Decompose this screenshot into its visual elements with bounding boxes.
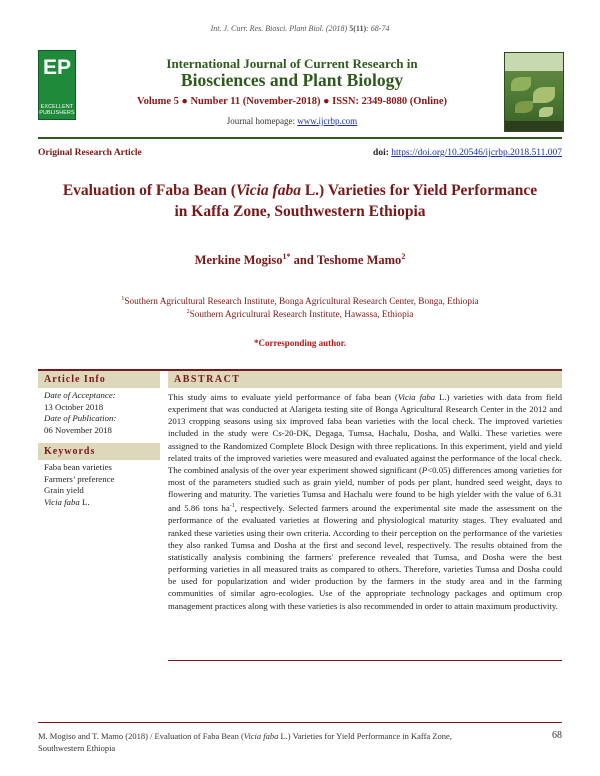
affiliation-sup: 1 xyxy=(121,296,125,302)
corresponding-author: *Corresponding author. xyxy=(253,338,347,348)
publication-label: Date of Publication: xyxy=(44,413,117,423)
homepage-label: Journal homepage: xyxy=(226,116,296,126)
footer-cite-line2: Southwestern Ethiopia xyxy=(38,743,116,753)
doi-link[interactable]: https://doi.org/10.20546/ijcrbp.2018.511.007 xyxy=(391,148,562,158)
footer-cite-species: Vicia faba xyxy=(243,731,279,741)
article-info-sidebar xyxy=(38,371,160,514)
cover-leaf xyxy=(515,101,533,113)
publisher-logo xyxy=(38,50,76,120)
keyword-item: Grain yield xyxy=(44,485,84,495)
cover-leaf xyxy=(533,87,555,103)
keyword-item: Farmers’ preference xyxy=(44,473,115,484)
journal-name: International Journal of Current Research in xyxy=(166,56,418,71)
running-head-volume: 5(11) xyxy=(349,24,367,33)
title-line2: in Kaffa Zone, Southwestern Ethiopia xyxy=(174,203,426,220)
abstract-segment: , respectively. Selected farmers around the experimental site made the assessment on the performance of the evaluated varieties at flowering and physiological maturity stages. They evaluated and ranked these varieties using their own criteria. According to their perception on the performance of the varieties they also ranked Tumsa and Dosha at the first and second level, respectively. The results obtained from the statistically analysis combining the farmers' preference revealed that Tumsa, and Dosha were the best performing varieties in all measured traits as compared to others. Therefore, varieties Tumsa and Dosha could be used for popularization and wider production by the farmers in the study area and in the farming communities of similar agro-ecologies. Use of the appropriate technology packages and optimum crop management practices along with these varieties is also recommended in order to attain maximum productivity. xyxy=(168,503,562,611)
affiliation-text: Southern Agricultural Research Institute, Hawassa, Ethiopia xyxy=(189,310,414,321)
footer-cite-part: L.) Varieties for Yield Performance in Kaffa Zone, xyxy=(278,731,452,741)
doi-label: doi: xyxy=(373,148,389,158)
keyword-suffix: L. xyxy=(79,496,90,507)
affiliation-sup: 2 xyxy=(186,309,190,315)
title-part: Evaluation of Faba Bean ( xyxy=(62,182,236,199)
footer-divider xyxy=(38,722,562,723)
abstract-text xyxy=(168,388,562,612)
masthead-divider xyxy=(38,137,562,139)
footer-cite-part: M. Mogiso and T. Mamo (2018) / Evaluation of Faba Bean ( xyxy=(38,731,244,741)
abstract-unit-sup: -1 xyxy=(229,503,235,510)
article-type: Original Research Article xyxy=(38,148,142,158)
author-1-sup: 1* xyxy=(282,252,291,261)
keyword-species: Vicia faba xyxy=(44,496,80,507)
running-head xyxy=(0,24,600,33)
journal-title: Biosciences and Plant Biology xyxy=(180,70,404,90)
affiliation-1 xyxy=(38,296,562,307)
abstract-divider xyxy=(168,660,562,661)
author-2: Teshome Mamo xyxy=(316,253,402,268)
cover-leaf xyxy=(539,107,553,117)
abstract-segment: <0.05) differences among varieties for most of the parameters studied such as grain yield, number of pods per plant, hundred seed weight, days to flowering and maturity. The varieties Tumsa and Hachalu were found to be high yielder with the value of 6.31 and 5.86 tons ha xyxy=(168,464,562,514)
article-info-body xyxy=(38,388,160,442)
article-title xyxy=(38,180,562,222)
page-number: 68 xyxy=(552,730,562,741)
keywords-heading: Keywords xyxy=(38,443,160,460)
cover-leaf xyxy=(511,77,531,91)
publication-date: 06 November 2018 xyxy=(44,424,112,435)
homepage-link[interactable]: www.ijcrbp.com xyxy=(297,116,358,126)
running-head-year: (2018) xyxy=(325,24,348,33)
keywords-list xyxy=(38,460,160,514)
journal-cover-thumbnail xyxy=(504,52,564,132)
abstract-species: Vicia faba xyxy=(397,392,436,402)
abstract-segment: This study aims to evaluate yield performance of faba bean ( xyxy=(168,392,398,402)
abstract-p-symbol: P xyxy=(421,464,428,475)
author-joiner: and xyxy=(290,253,317,268)
running-head-journal: Int. J. Curr. Res. Biosci. Plant Biol. xyxy=(210,24,324,33)
title-part: L.) Varieties for Yield Performance xyxy=(300,182,538,199)
footer-citation xyxy=(38,730,518,754)
affiliation-text: Southern Agricultural Research Institute, Bonga Agricultural Research Center, Bonga, Ethiopia xyxy=(124,297,479,308)
affiliation-2 xyxy=(38,309,562,320)
acceptance-label: Date of Acceptance: xyxy=(44,390,116,400)
abstract xyxy=(168,371,562,612)
running-head-pages: : 68-74 xyxy=(366,24,390,33)
article-info-heading: Article Info xyxy=(38,371,160,388)
journal-volume-issn: Volume 5 ● Number 11 (November-2018) ● ISSN: 2349-8080 (Online) xyxy=(136,96,448,107)
keyword-item: Faba bean varieties xyxy=(44,462,112,472)
author-2-sup: 2 xyxy=(401,252,406,261)
publisher-logo-glyph: EP xyxy=(42,56,71,79)
title-species: Vicia faba xyxy=(235,182,301,199)
doi xyxy=(373,148,562,158)
abstract-heading: ABSTRACT xyxy=(168,371,562,388)
keyword-item xyxy=(44,497,154,509)
authors xyxy=(38,252,562,268)
cover-footer xyxy=(505,121,563,131)
cover-band xyxy=(505,53,563,71)
publisher-logo-wordmark: EXCELLENT PUBLISHERS xyxy=(39,104,75,116)
abstract-segment: L.) varieties with data from field experiment that was conducted at Alarigeta testing site of Bonga Agricultural Research Center in the 2012 and 2013 cropping seasons using six improved faba bean varieties with the local check. The improved varieties included in the study were Cs-20-DK, Degaga, Tumsa, Hachalu, Dosha, and Walki. These varieties were assigned to the Randomized Complete Block Design with three replications. In this experiment, yield and yield related traits of the improved varieties were measured and evaluated against the performance of the local check. The combined analysis of the over year experiment showed significant ( xyxy=(168,392,563,475)
author-1: Merkine Mogiso xyxy=(194,253,283,268)
journal-homepage xyxy=(92,116,492,126)
acceptance-date: 13 October 2018 xyxy=(44,401,104,412)
